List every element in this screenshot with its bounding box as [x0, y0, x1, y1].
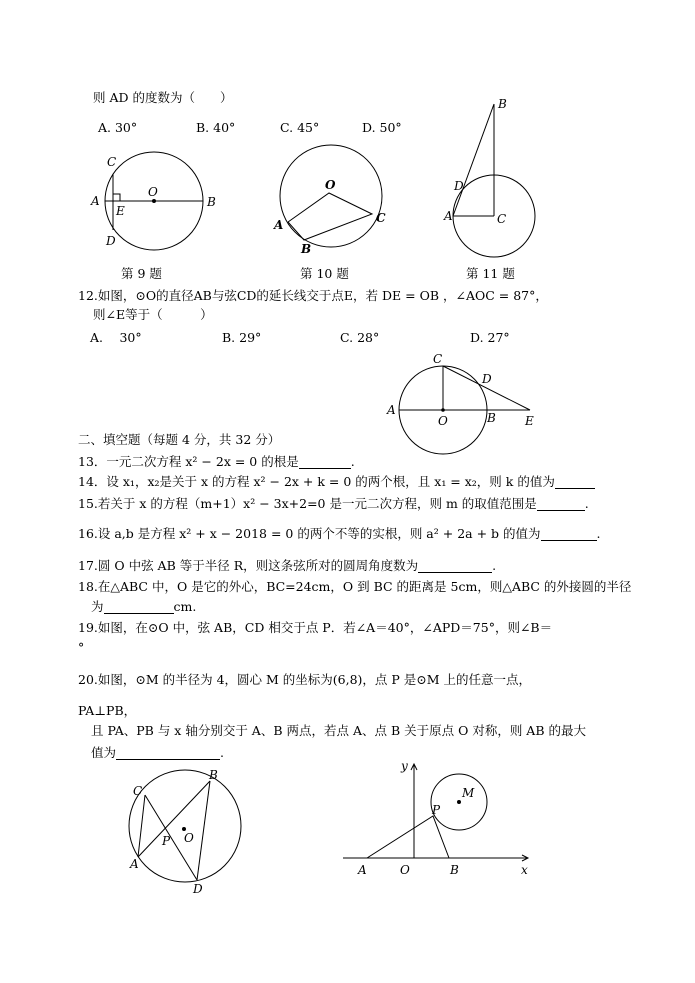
- fig20-label-b: B: [450, 863, 459, 877]
- q12-option-d: D. 27°: [470, 330, 510, 345]
- q14: [78, 474, 595, 489]
- fig12-label-b: B: [487, 411, 496, 425]
- fig19-label-b: B: [209, 768, 218, 782]
- q17: [78, 558, 496, 573]
- q12-option-b: B. 29°: [222, 330, 262, 345]
- fig10-label-b: B: [301, 242, 312, 256]
- fig9-label-o: O: [148, 185, 158, 199]
- q17-period: .: [492, 558, 497, 573]
- q20-line1: 20.如图，⊙M 的半径为 4，圆心 M 的坐标为(6,8)，点 P 是⊙M 上的任意一点，: [78, 672, 532, 687]
- q13-period: .: [350, 454, 355, 469]
- fig19-label-a: A: [130, 857, 139, 871]
- figure-20: [343, 764, 528, 861]
- q8-option-a: A. 30°: [98, 120, 138, 135]
- fig19-label-p: P: [162, 834, 171, 848]
- q8-option-d: D. 50°: [362, 120, 402, 135]
- figure-10: [280, 145, 382, 247]
- fig10-label-c: C: [376, 211, 386, 225]
- figure-12: [399, 366, 530, 454]
- q8-stem: 则 AD 的度数为（ ）: [93, 90, 233, 105]
- q8-option-c: C. 45°: [280, 120, 320, 135]
- q18-line1: 18.在△ABC 中，O 是它的外心，BC=24cm，O 到 BC 的距离是 5cm，则△ABC 的外接圆的半径: [78, 579, 632, 594]
- q18-line2: [91, 599, 196, 614]
- fig12-label-c: C: [433, 352, 443, 366]
- fig20-label-p: P: [432, 803, 441, 817]
- fig10-label-o: O: [325, 178, 336, 192]
- fig11-label-a: A: [444, 209, 453, 223]
- q15-period: .: [584, 496, 589, 511]
- q20-line4: [91, 745, 224, 760]
- q15-text: 15.若关于 x 的方程（m+1）x² − 3x+2=0 是一元二次方程，则 m 的取值范围是: [78, 496, 537, 511]
- figure-11: [453, 104, 535, 257]
- q14-text: 14．设 x₁，x₂是关于 x 的方程 x² − 2x + k = 0 的两个根，且 x₁ = x₂，则 k 的值为: [78, 474, 555, 489]
- fig11-label-c: C: [497, 212, 507, 226]
- fig9-label-c: C: [107, 155, 117, 169]
- fig11-label-d: D: [454, 179, 464, 193]
- fig20-label-x: x: [521, 863, 528, 877]
- q18-suffix: cm.: [173, 599, 197, 614]
- q20-blank: [116, 747, 220, 760]
- q12-option-c: C. 28°: [340, 330, 380, 345]
- q12-stem-line1: 12.如图，⊙O的直径AB与弦CD的延长线交于点E，若 DE = OB ，∠AOC = 87°，: [78, 288, 548, 303]
- fig19-label-c: C: [133, 784, 143, 798]
- q20-line2: PA⊥PB，: [78, 703, 137, 718]
- fig9-label-e: E: [116, 204, 125, 218]
- q13: [78, 454, 355, 469]
- fig11-label-b: B: [498, 97, 507, 111]
- q18-blank: [104, 601, 174, 614]
- fig12-label-o: O: [438, 414, 448, 428]
- fig11-caption: 第 11 题: [466, 266, 515, 281]
- q20-prefix: 值为: [91, 745, 117, 760]
- q15: [78, 496, 589, 511]
- q16: [78, 526, 600, 541]
- q12-option-a: A. 30°: [90, 330, 142, 345]
- q17-text: 17.圆 O 中弦 AB 等于半径 R，则这条弦所对的圆周角度数为: [78, 558, 419, 573]
- q19-line1: 19.如图，在⊙O 中，弦 AB，CD 相交于点 P．若∠A＝40°，∠APD＝75°，则∠B＝: [78, 620, 553, 635]
- fig19-label-o: O: [184, 831, 194, 845]
- section2-heading: 二、填空题（每题 4 分，共 32 分）: [78, 432, 281, 447]
- q8-option-b: B. 40°: [196, 120, 236, 135]
- q18-prefix: 为: [91, 599, 104, 614]
- fig20-label-y: y: [401, 759, 408, 773]
- q12-stem-line2: 则∠E等于（ ）: [93, 307, 213, 322]
- q13-blank: [299, 456, 351, 469]
- fig20-label-m: M: [462, 786, 475, 800]
- figure-19: [129, 770, 241, 882]
- fig20-label-a: A: [358, 863, 367, 877]
- fig10-caption: 第 10 题: [300, 266, 349, 281]
- fig12-label-e: E: [525, 414, 534, 428]
- q19-line2: °: [78, 640, 85, 655]
- fig12-label-d: D: [482, 372, 492, 386]
- fig9-label-b: B: [207, 195, 216, 209]
- q20-line3: 且 PA、PB 与 x 轴分别交于 A、B 两点，若点 A、点 B 关于原点 O 对称，则 AB 的最大: [91, 723, 586, 738]
- fig9-caption: 第 9 题: [121, 266, 162, 281]
- q13-text: 13．一元二次方程 x² − 2x = 0 的根是: [78, 454, 299, 469]
- q16-text: 16.设 a,b 是方程 x² + x − 2018 = 0 的两个不等的实根，则 a² + 2a + b 的值为: [78, 526, 541, 541]
- q20-period: .: [220, 745, 224, 760]
- fig9-label-a: A: [91, 194, 100, 208]
- fig10-label-a: A: [274, 218, 284, 232]
- q16-blank: [541, 528, 597, 541]
- q14-blank: [555, 476, 595, 489]
- q15-blank: [537, 498, 585, 511]
- fig19-label-d: D: [193, 882, 203, 896]
- fig20-label-o: O: [400, 863, 410, 877]
- figure-9: [105, 152, 203, 250]
- fig9-label-d: D: [106, 234, 116, 248]
- q16-period: .: [596, 526, 601, 541]
- fig12-label-a: A: [387, 403, 396, 417]
- q17-blank: [418, 560, 492, 573]
